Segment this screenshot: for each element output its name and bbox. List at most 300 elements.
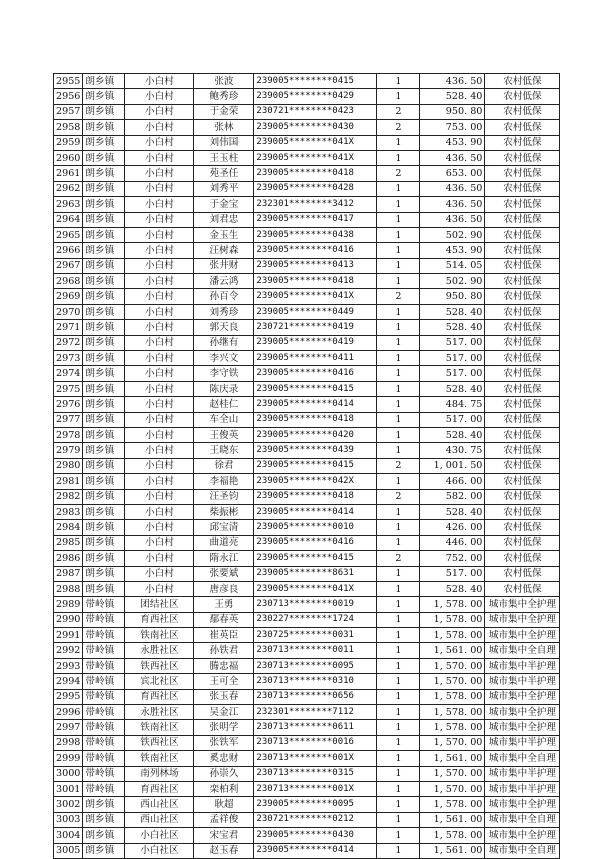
- table-row: [54, 274, 560, 289]
- household-count-cell: 1: [377, 443, 420, 458]
- town-cell: 带岭镇: [83, 720, 125, 735]
- id-number-cell: 239005********0418: [254, 274, 377, 289]
- household-count-cell: 1: [377, 150, 420, 165]
- table-row: [54, 812, 560, 827]
- community-cell: 永胜社区: [125, 705, 194, 720]
- household-count-cell: 1: [377, 397, 420, 412]
- id-number-cell: 239005********0416: [254, 243, 377, 258]
- id-number-cell: 230721********0212: [254, 812, 377, 827]
- town-cell: 朗乡镇: [83, 843, 125, 858]
- amount-cell: 950. 80: [420, 289, 485, 304]
- town-cell: 带岭镇: [83, 658, 125, 673]
- table-row: [54, 828, 560, 843]
- household-count-cell: 1: [377, 597, 420, 612]
- table-row: [54, 658, 560, 673]
- row-number: 2978: [54, 427, 83, 442]
- community-cell: 小白村: [125, 520, 194, 535]
- row-number: 2982: [54, 489, 83, 504]
- id-number-cell: 230227********1724: [254, 612, 377, 627]
- id-number-cell: 232301********3412: [254, 197, 377, 212]
- household-count-cell: 1: [377, 689, 420, 704]
- row-number: 2957: [54, 104, 83, 119]
- name-cell: 崔英臣: [194, 628, 254, 643]
- table-row: [54, 289, 560, 304]
- row-number: 2975: [54, 381, 83, 396]
- assistance-type-cell: 城市集中全护理: [485, 797, 560, 812]
- community-cell: 宾北社区: [125, 674, 194, 689]
- assistance-type-cell: 农村低保: [485, 397, 560, 412]
- id-number-cell: 230725********0031: [254, 628, 377, 643]
- community-cell: 小白村: [125, 474, 194, 489]
- household-count-cell: 1: [377, 212, 420, 227]
- community-cell: 小白村: [125, 289, 194, 304]
- name-cell: 徐君: [194, 458, 254, 473]
- table-row: [54, 535, 560, 550]
- town-cell: 带岭镇: [83, 766, 125, 781]
- amount-cell: 528. 40: [420, 504, 485, 519]
- amount-cell: 950. 80: [420, 104, 485, 119]
- community-cell: 小白村: [125, 320, 194, 335]
- assistance-type-cell: 农村低保: [485, 504, 560, 519]
- amount-cell: 446. 00: [420, 535, 485, 550]
- assistance-type-cell: 农村低保: [485, 427, 560, 442]
- assistance-type-cell: 农村低保: [485, 104, 560, 119]
- name-cell: 于金荣: [194, 104, 254, 119]
- town-cell: 朗乡镇: [83, 797, 125, 812]
- row-number: 2997: [54, 720, 83, 735]
- community-cell: 西山社区: [125, 812, 194, 827]
- row-number: 2958: [54, 120, 83, 135]
- household-count-cell: 1: [377, 504, 420, 519]
- town-cell: 带岭镇: [83, 643, 125, 658]
- town-cell: 朗乡镇: [83, 212, 125, 227]
- community-cell: 小白村: [125, 181, 194, 196]
- community-cell: 西山社区: [125, 797, 194, 812]
- assistance-type-cell: 城市集中半护理: [485, 766, 560, 781]
- town-cell: 带岭镇: [83, 751, 125, 766]
- assistance-type-cell: 农村低保: [485, 443, 560, 458]
- town-cell: 朗乡镇: [83, 828, 125, 843]
- row-number: 2968: [54, 274, 83, 289]
- row-number: 2986: [54, 551, 83, 566]
- town-cell: 朗乡镇: [83, 181, 125, 196]
- id-number-cell: 239005********0438: [254, 227, 377, 242]
- assistance-type-cell: 农村低保: [485, 520, 560, 535]
- id-number-cell: 239005********0418: [254, 489, 377, 504]
- household-count-cell: 2: [377, 289, 420, 304]
- id-number-cell: 230713********0016: [254, 735, 377, 750]
- id-number-cell: 230713********0095: [254, 658, 377, 673]
- table-row: [54, 258, 560, 273]
- assistance-type-cell: 城市集中全自理: [485, 751, 560, 766]
- name-cell: 邱宝清: [194, 520, 254, 535]
- id-number-cell: 239005********8631: [254, 566, 377, 581]
- row-number: 3001: [54, 781, 83, 796]
- name-cell: 赵桂仁: [194, 397, 254, 412]
- name-cell: 潘云鸿: [194, 274, 254, 289]
- community-cell: 小白社区: [125, 828, 194, 843]
- assistance-type-cell: 农村低保: [485, 89, 560, 104]
- assistance-type-cell: 农村低保: [485, 412, 560, 427]
- id-number-cell: 239005********0417: [254, 212, 377, 227]
- name-cell: 王玉柱: [194, 150, 254, 165]
- town-cell: 朗乡镇: [83, 581, 125, 596]
- row-number: 2964: [54, 212, 83, 227]
- amount-cell: 453. 90: [420, 243, 485, 258]
- amount-cell: 466. 00: [420, 474, 485, 489]
- amount-cell: 436. 50: [420, 212, 485, 227]
- household-count-cell: 1: [377, 797, 420, 812]
- town-cell: 朗乡镇: [83, 150, 125, 165]
- household-count-cell: 1: [377, 351, 420, 366]
- table-row: [54, 351, 560, 366]
- name-cell: 李兴文: [194, 351, 254, 366]
- household-count-cell: 1: [377, 658, 420, 673]
- household-count-cell: 1: [377, 197, 420, 212]
- household-count-cell: 1: [377, 381, 420, 396]
- id-number-cell: 239005********0415: [254, 381, 377, 396]
- amount-cell: 653. 00: [420, 166, 485, 181]
- household-count-cell: 1: [377, 766, 420, 781]
- household-count-cell: 1: [377, 320, 420, 335]
- row-number: 2999: [54, 751, 83, 766]
- amount-cell: 1, 570. 00: [420, 766, 485, 781]
- assistance-type-cell: 农村低保: [485, 551, 560, 566]
- id-number-cell: 239005********0414: [254, 504, 377, 519]
- community-cell: 小白村: [125, 566, 194, 581]
- row-number: 2969: [54, 289, 83, 304]
- assistance-type-cell: 农村低保: [485, 120, 560, 135]
- row-number: 2983: [54, 504, 83, 519]
- table-row: [54, 581, 560, 596]
- assistance-type-cell: 城市集中半护理: [485, 735, 560, 750]
- community-cell: 小白村: [125, 427, 194, 442]
- town-cell: 朗乡镇: [83, 166, 125, 181]
- community-cell: 小白村: [125, 443, 194, 458]
- amount-cell: 1, 570. 00: [420, 658, 485, 673]
- household-count-cell: 2: [377, 166, 420, 181]
- id-number-cell: 230713********0611: [254, 720, 377, 735]
- row-number: 2967: [54, 258, 83, 273]
- table-row: [54, 689, 560, 704]
- town-cell: 带岭镇: [83, 674, 125, 689]
- id-number-cell: 239005********0439: [254, 443, 377, 458]
- community-cell: 小白村: [125, 74, 194, 89]
- household-count-cell: 1: [377, 335, 420, 350]
- town-cell: 朗乡镇: [83, 535, 125, 550]
- id-number-cell: 239005********0415: [254, 74, 377, 89]
- row-number: 2992: [54, 643, 83, 658]
- town-cell: 朗乡镇: [83, 289, 125, 304]
- household-count-cell: 1: [377, 274, 420, 289]
- table-row: [54, 166, 560, 181]
- amount-cell: 528. 40: [420, 427, 485, 442]
- name-cell: 孙铁君: [194, 643, 254, 658]
- community-cell: 小白村: [125, 166, 194, 181]
- assistance-type-cell: 农村低保: [485, 458, 560, 473]
- name-cell: 刘秀平: [194, 181, 254, 196]
- row-number: 3000: [54, 766, 83, 781]
- assistance-type-cell: 城市集中全护理: [485, 828, 560, 843]
- amount-cell: 528. 40: [420, 320, 485, 335]
- assistance-type-cell: 城市集中半护理: [485, 781, 560, 796]
- row-number: 2970: [54, 304, 83, 319]
- household-count-cell: 1: [377, 474, 420, 489]
- name-cell: 金玉生: [194, 227, 254, 242]
- household-count-cell: 1: [377, 628, 420, 643]
- row-number: 2993: [54, 658, 83, 673]
- community-cell: 育西社区: [125, 689, 194, 704]
- household-count-cell: 2: [377, 458, 420, 473]
- amount-cell: 453. 90: [420, 135, 485, 150]
- assistance-type-cell: 农村低保: [485, 320, 560, 335]
- community-cell: 小白村: [125, 489, 194, 504]
- name-cell: 车全山: [194, 412, 254, 427]
- id-number-cell: 239005********0416: [254, 366, 377, 381]
- id-number-cell: 239005********0411: [254, 351, 377, 366]
- town-cell: 朗乡镇: [83, 504, 125, 519]
- row-number: 2972: [54, 335, 83, 350]
- amount-cell: 1, 561. 00: [420, 812, 485, 827]
- id-number-cell: 239005********0419: [254, 335, 377, 350]
- table-row: [54, 735, 560, 750]
- id-number-cell: 239005********041X: [254, 135, 377, 150]
- row-number: 2994: [54, 674, 83, 689]
- community-cell: 育西社区: [125, 781, 194, 796]
- community-cell: 小白村: [125, 335, 194, 350]
- assistance-type-cell: 农村低保: [485, 274, 560, 289]
- name-cell: 耿超: [194, 797, 254, 812]
- row-number: 2988: [54, 581, 83, 596]
- name-cell: 鲍秀珍: [194, 89, 254, 104]
- id-number-cell: 239005********0418: [254, 412, 377, 427]
- table-row: [54, 781, 560, 796]
- town-cell: 朗乡镇: [83, 366, 125, 381]
- amount-cell: 517. 00: [420, 366, 485, 381]
- town-cell: 朗乡镇: [83, 412, 125, 427]
- name-cell: 张铁军: [194, 735, 254, 750]
- table-row: [54, 458, 560, 473]
- amount-cell: 436. 50: [420, 197, 485, 212]
- amount-cell: 517. 00: [420, 351, 485, 366]
- household-count-cell: 1: [377, 135, 420, 150]
- name-cell: 奚忠财: [194, 751, 254, 766]
- community-cell: 小白村: [125, 351, 194, 366]
- table-row: [54, 720, 560, 735]
- name-cell: 张明学: [194, 720, 254, 735]
- name-cell: 李守铁: [194, 366, 254, 381]
- town-cell: 朗乡镇: [83, 320, 125, 335]
- table-row: [54, 489, 560, 504]
- amount-cell: 582. 00: [420, 489, 485, 504]
- id-number-cell: 232301********7112: [254, 705, 377, 720]
- name-cell: 王俊英: [194, 427, 254, 442]
- amount-cell: 752. 00: [420, 551, 485, 566]
- amount-cell: 502. 90: [420, 227, 485, 242]
- id-number-cell: 230713********0310: [254, 674, 377, 689]
- id-number-cell: 230713********0656: [254, 689, 377, 704]
- town-cell: 朗乡镇: [83, 489, 125, 504]
- town-cell: 朗乡镇: [83, 243, 125, 258]
- assistance-type-cell: 农村低保: [485, 150, 560, 165]
- community-cell: 小白村: [125, 258, 194, 273]
- amount-cell: 484. 75: [420, 397, 485, 412]
- household-count-cell: 1: [377, 535, 420, 550]
- community-cell: 小白村: [125, 504, 194, 519]
- household-count-cell: 1: [377, 566, 420, 581]
- town-cell: 朗乡镇: [83, 227, 125, 242]
- id-number-cell: 239005********0420: [254, 427, 377, 442]
- name-cell: 孟祥俊: [194, 812, 254, 827]
- community-cell: 小白村: [125, 89, 194, 104]
- name-cell: 腾忠福: [194, 658, 254, 673]
- name-cell: 王可全: [194, 674, 254, 689]
- town-cell: 朗乡镇: [83, 474, 125, 489]
- row-number: 2971: [54, 320, 83, 335]
- name-cell: 吴金江: [194, 705, 254, 720]
- name-cell: 赵玉春: [194, 843, 254, 858]
- row-number: 2981: [54, 474, 83, 489]
- amount-cell: 1, 578. 00: [420, 628, 485, 643]
- community-cell: 铁南社区: [125, 751, 194, 766]
- row-number: 2960: [54, 150, 83, 165]
- town-cell: 带岭镇: [83, 612, 125, 627]
- table-row: [54, 766, 560, 781]
- row-number: 2959: [54, 135, 83, 150]
- town-cell: 朗乡镇: [83, 135, 125, 150]
- town-cell: 朗乡镇: [83, 566, 125, 581]
- id-number-cell: 239005********0449: [254, 304, 377, 319]
- assistance-type-cell: 城市集中半护理: [485, 674, 560, 689]
- community-cell: 小白村: [125, 212, 194, 227]
- name-cell: 王晓东: [194, 443, 254, 458]
- assistance-type-cell: 农村低保: [485, 489, 560, 504]
- amount-cell: 1, 561. 00: [420, 643, 485, 658]
- table-row: [54, 427, 560, 442]
- household-count-cell: 1: [377, 427, 420, 442]
- row-number: 2984: [54, 520, 83, 535]
- row-number: 2956: [54, 89, 83, 104]
- name-cell: 张井财: [194, 258, 254, 273]
- amount-cell: 1, 578. 00: [420, 720, 485, 735]
- amount-cell: 436. 50: [420, 181, 485, 196]
- assistance-type-cell: 农村低保: [485, 581, 560, 596]
- community-cell: 铁西社区: [125, 658, 194, 673]
- community-cell: 小白村: [125, 412, 194, 427]
- assistance-type-cell: 农村低保: [485, 74, 560, 89]
- town-cell: 朗乡镇: [83, 89, 125, 104]
- amount-cell: 528. 40: [420, 381, 485, 396]
- town-cell: 朗乡镇: [83, 197, 125, 212]
- household-count-cell: 1: [377, 74, 420, 89]
- household-count-cell: 2: [377, 551, 420, 566]
- name-cell: 宋宝君: [194, 828, 254, 843]
- household-count-cell: 1: [377, 643, 420, 658]
- town-cell: 朗乡镇: [83, 427, 125, 442]
- table-row: [54, 212, 560, 227]
- assistance-type-cell: 农村低保: [485, 335, 560, 350]
- name-cell: 张玉春: [194, 689, 254, 704]
- table-row: [54, 381, 560, 396]
- amount-cell: 1, 578. 00: [420, 612, 485, 627]
- row-number: 3004: [54, 828, 83, 843]
- row-number: 2980: [54, 458, 83, 473]
- assistance-type-cell: 城市集中全护理: [485, 597, 560, 612]
- table-row: [54, 227, 560, 242]
- name-cell: 栾柏利: [194, 781, 254, 796]
- community-cell: 小白村: [125, 120, 194, 135]
- assistance-type-cell: 农村低保: [485, 227, 560, 242]
- name-cell: 于金宝: [194, 197, 254, 212]
- amount-cell: 1, 578. 00: [420, 705, 485, 720]
- community-cell: 铁南社区: [125, 720, 194, 735]
- household-count-cell: 1: [377, 812, 420, 827]
- table-row: [54, 120, 560, 135]
- row-number: 2963: [54, 197, 83, 212]
- town-cell: 朗乡镇: [83, 397, 125, 412]
- table-row: [54, 74, 560, 89]
- id-number-cell: 239005********0415: [254, 458, 377, 473]
- id-number-cell: 239005********0413: [254, 258, 377, 273]
- community-cell: 小白村: [125, 274, 194, 289]
- id-number-cell: 239005********041X: [254, 581, 377, 596]
- household-count-cell: 1: [377, 366, 420, 381]
- id-number-cell: 230721********0423: [254, 104, 377, 119]
- id-number-cell: 230721********0419: [254, 320, 377, 335]
- table-row: [54, 674, 560, 689]
- assistance-type-cell: 城市集中全护理: [485, 720, 560, 735]
- assistance-type-cell: 城市集中全护理: [485, 612, 560, 627]
- amount-cell: 517. 00: [420, 566, 485, 581]
- amount-cell: 436. 50: [420, 150, 485, 165]
- row-number: 2973: [54, 351, 83, 366]
- town-cell: 朗乡镇: [83, 520, 125, 535]
- table-row: [54, 474, 560, 489]
- household-count-cell: 1: [377, 735, 420, 750]
- town-cell: 带岭镇: [83, 781, 125, 796]
- community-cell: 小白村: [125, 243, 194, 258]
- name-cell: 张波: [194, 74, 254, 89]
- row-number: 2961: [54, 166, 83, 181]
- table-row: [54, 551, 560, 566]
- household-count-cell: 1: [377, 581, 420, 596]
- household-count-cell: 1: [377, 705, 420, 720]
- assistance-type-cell: 农村低保: [485, 366, 560, 381]
- town-cell: 朗乡镇: [83, 258, 125, 273]
- assistance-type-cell: 农村低保: [485, 135, 560, 150]
- name-cell: 刘伟国: [194, 135, 254, 150]
- household-count-cell: 2: [377, 104, 420, 119]
- name-cell: 汪树森: [194, 243, 254, 258]
- id-number-cell: 239005********042X: [254, 474, 377, 489]
- community-cell: 小白社区: [125, 843, 194, 858]
- community-cell: 小白村: [125, 366, 194, 381]
- amount-cell: 1, 570. 00: [420, 674, 485, 689]
- name-cell: 刘秀珍: [194, 304, 254, 319]
- household-count-cell: 1: [377, 674, 420, 689]
- id-number-cell: 239005********0429: [254, 89, 377, 104]
- amount-cell: 753. 00: [420, 120, 485, 135]
- amount-cell: 1, 561. 00: [420, 751, 485, 766]
- table-row: [54, 504, 560, 519]
- town-cell: 朗乡镇: [83, 335, 125, 350]
- id-number-cell: 239005********0430: [254, 120, 377, 135]
- amount-cell: 1, 578. 00: [420, 828, 485, 843]
- table-row: [54, 181, 560, 196]
- table-row: [54, 243, 560, 258]
- id-number-cell: 239005********041X: [254, 289, 377, 304]
- table-row: [54, 797, 560, 812]
